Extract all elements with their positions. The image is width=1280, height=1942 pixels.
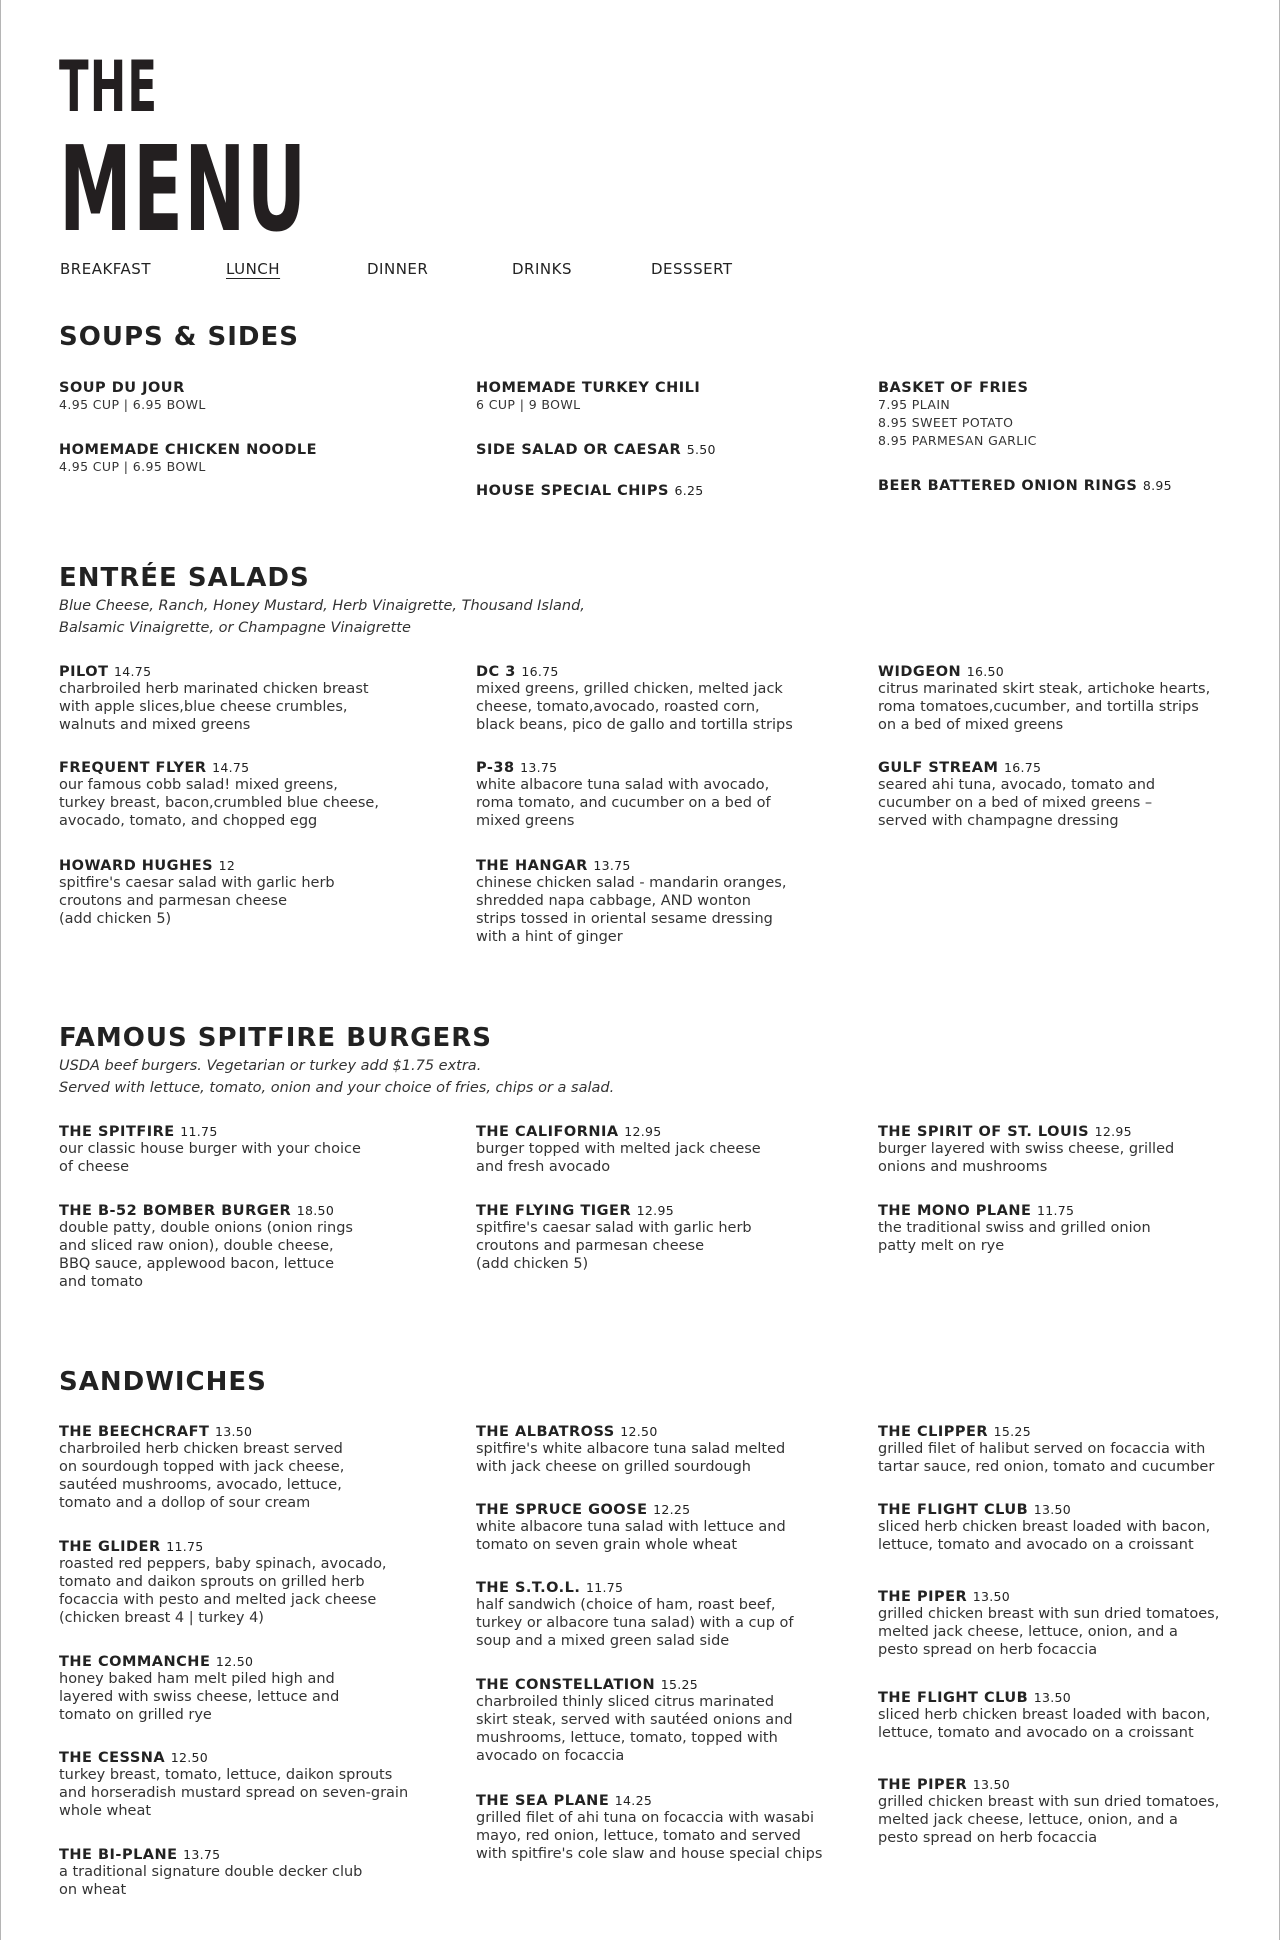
item-description: a traditional signature double decker club on wheat	[59, 1864, 363, 1898]
item-price: 14.75	[212, 760, 250, 775]
section-title-sandwiches: SANDWICHES	[59, 1367, 267, 1397]
logo-line-the: THE	[59, 46, 159, 128]
item-name: THE COMMANCHE	[59, 1654, 211, 1670]
menu-item	[476, 1203, 836, 1273]
item-name: P-38	[476, 760, 515, 776]
item-price: 16.50	[966, 664, 1005, 679]
item-description: grilled filet of ahi tuna on focaccia with wasabi mayo, red onion, lettuce, tomato and served with spitfire's cole slaw and house special chips	[476, 1810, 823, 1862]
item-description: honey baked ham melt piled high and layered with swiss cheese, lettuce and tomato on grilled rye	[59, 1671, 340, 1723]
item-price: 12.95	[636, 1203, 674, 1218]
menu-item	[476, 760, 836, 830]
item-name: THE SEA PLANE	[476, 1793, 610, 1809]
menu-item	[476, 858, 836, 946]
menu-item	[878, 380, 1238, 450]
menu-item	[476, 483, 836, 499]
item-prices: 4.95 CUP | 6.95 BOWL	[59, 459, 206, 474]
item-name: HOMEMADE TURKEY CHILI	[476, 380, 701, 396]
item-price: 12.50	[620, 1424, 658, 1439]
item-name: THE B-52 BOMBER BURGER	[59, 1203, 292, 1219]
logo-line-menu: MENU	[59, 120, 308, 258]
menu-item	[476, 1124, 836, 1176]
item-price: 13.50	[215, 1424, 253, 1439]
item-price: 12.95	[1094, 1124, 1132, 1139]
subtitle-line: Balsamic Vinaigrette, or Champagne Vinaigrette	[59, 620, 411, 636]
item-name: HOWARD HUGHES	[59, 858, 214, 874]
menu-item	[878, 1777, 1238, 1847]
menu-item	[878, 1502, 1238, 1554]
section-title-salads: ENTRÉE SALADS	[59, 563, 310, 593]
item-name: THE FLYING TIGER	[476, 1203, 632, 1219]
item-price: 6.25	[674, 483, 704, 498]
item-description: roasted red peppers, baby spinach, avocado, tomato and daikon sprouts on grilled herb focaccia with pesto and melted jack cheese (chicken breast 4 | turkey 4)	[59, 1556, 387, 1626]
item-description: charbroiled herb marinated chicken breast with apple slices,blue cheese crumbles, walnuts and mixed greens	[59, 681, 369, 733]
item-description: chinese chicken salad - mandarin oranges, shredded napa cabbage, AND wonton strips tossed in oriental sesame dressing with a hint of ginger	[476, 875, 787, 945]
menu-item	[476, 442, 836, 458]
item-price: 12	[218, 858, 236, 873]
item-name: THE PIPER	[878, 1589, 968, 1605]
item-description: turkey breast, tomato, lettuce, daikon sprouts and horseradish mustard spread on seven-grain whole wheat	[59, 1767, 409, 1819]
item-description: spitfire's white albacore tuna salad melted with jack cheese on grilled sourdough	[476, 1441, 786, 1475]
item-price: 11.75	[180, 1124, 218, 1139]
item-name: FREQUENT FLYER	[59, 760, 207, 776]
item-name: HOMEMADE CHICKEN NOODLE	[59, 442, 318, 458]
item-description: citrus marinated skirt steak, artichoke hearts, roma tomatoes,cucumber, and tortilla strips on a bed of mixed greens	[878, 681, 1211, 733]
menu-item	[59, 664, 419, 734]
item-description: grilled filet of halibut served on focaccia with tartar sauce, red onion, tomato and cucumber	[878, 1441, 1215, 1475]
menu-item	[878, 1203, 1238, 1255]
item-name: THE S.T.O.L.	[476, 1580, 581, 1596]
item-price: 14.75	[114, 664, 152, 679]
menu-item	[878, 1124, 1238, 1176]
menu-logo	[59, 46, 460, 258]
item-description: sliced herb chicken breast loaded with bacon, lettuce, tomato and avocado on a croissant	[878, 1707, 1211, 1741]
item-description: white albacore tuna salad with lettuce and tomato on seven grain whole wheat	[476, 1519, 786, 1553]
item-price: 13.75	[520, 760, 558, 775]
item-name: THE CONSTELLATION	[476, 1677, 656, 1693]
menu-item	[59, 858, 419, 928]
item-price: 14.25	[614, 1793, 653, 1808]
item-name: DC 3	[476, 664, 516, 680]
menu-item	[878, 1589, 1238, 1659]
item-name: THE CALIFORNIA	[476, 1124, 619, 1140]
item-prices: 6 CUP | 9 BOWL	[476, 397, 581, 412]
item-name: THE SPRUCE GOOSE	[476, 1502, 648, 1518]
item-price: 13.50	[972, 1777, 1011, 1792]
menu-item	[59, 380, 419, 414]
item-name: BASKET OF FRIES	[878, 380, 1029, 396]
item-name: PILOT	[59, 664, 109, 680]
menu-item	[476, 1502, 836, 1554]
menu-item	[59, 1124, 419, 1176]
item-description: charbroiled thinly sliced citrus marinated skirt steak, served with sautéed onions and mushrooms, lettuce, tomato, topped with avocado on focaccia	[476, 1694, 793, 1764]
menu-item	[476, 1677, 836, 1765]
menu-item	[476, 1793, 836, 1863]
item-description: our classic house burger with your choice of cheese	[59, 1141, 361, 1175]
section-title-burgers: FAMOUS SPITFIRE BURGERS	[59, 1023, 493, 1053]
item-name: THE PIPER	[878, 1777, 968, 1793]
item-description: charbroiled herb chicken breast served on sourdough topped with jack cheese, sautéed mushrooms, avocado, lettuce, tomato and a dollop of sour cream	[59, 1441, 345, 1511]
menu-item	[476, 1424, 836, 1476]
item-name: THE GLIDER	[59, 1539, 161, 1555]
item-name: THE MONO PLANE	[878, 1203, 1032, 1219]
menu-item	[878, 760, 1238, 830]
item-name: THE SPIRIT OF ST. LOUIS	[878, 1124, 1090, 1140]
item-description: white albacore tuna salad with avocado, roma tomato, and cucumber on a bed of mixed greens	[476, 777, 771, 829]
menu-item	[476, 1580, 836, 1650]
item-description: grilled chicken breast with sun dried tomatoes, melted jack cheese, lettuce, onion, and a pesto spread on herb focaccia	[878, 1606, 1220, 1658]
burgers-note	[59, 1055, 614, 1099]
item-description: sliced herb chicken breast loaded with bacon, lettuce, tomato and avocado on a croissant	[878, 1519, 1211, 1553]
item-name: THE HANGAR	[476, 858, 588, 874]
menu-item	[878, 1690, 1238, 1742]
item-name: WIDGEON	[878, 664, 962, 680]
menu-item	[59, 1424, 419, 1512]
item-description: double patty, double onions (onion rings and sliced raw onion), double cheese, BBQ sauce, applewood bacon, lettuce and tomato	[59, 1220, 353, 1290]
item-description: burger layered with swiss cheese, grilled onions and mushrooms	[878, 1141, 1175, 1175]
nav-lunch[interactable]: LUNCH	[226, 260, 281, 278]
menu-item	[59, 442, 419, 476]
menu-item	[59, 1847, 419, 1899]
item-description: the traditional swiss and grilled onion patty melt on rye	[878, 1220, 1151, 1254]
nav-dessert[interactable]: DESSSERT	[651, 260, 733, 278]
item-description: seared ahi tuna, avocado, tomato and cucumber on a bed of mixed greens – served with champagne dressing	[878, 777, 1156, 829]
item-price: 8.95	[1142, 478, 1172, 493]
item-description: spitfire's caesar salad with garlic herb croutons and parmesan cheese (add chicken 5)	[59, 875, 335, 927]
item-price: 16.75	[1004, 760, 1042, 775]
menu-item	[878, 478, 1238, 494]
menu-item	[476, 380, 836, 414]
item-price: 11.75	[166, 1539, 204, 1554]
item-name: GULF STREAM	[878, 760, 999, 776]
item-price: 5.50	[686, 442, 716, 457]
item-name: HOUSE SPECIAL CHIPS	[476, 483, 669, 499]
item-description: burger topped with melted jack cheese and fresh avocado	[476, 1141, 761, 1175]
item-price: 11.75	[585, 1580, 624, 1595]
menu-item	[476, 664, 836, 734]
item-price: 13.50	[1033, 1502, 1072, 1517]
item-name: SIDE SALAD OR CAESAR	[476, 442, 682, 458]
item-description: spitfire's caesar salad with garlic herb croutons and parmesan cheese (add chicken 5)	[476, 1220, 752, 1272]
menu-item	[878, 664, 1238, 734]
item-name: THE SPITFIRE	[59, 1124, 175, 1140]
item-name: SOUP DU JOUR	[59, 380, 185, 396]
item-name: THE CESSNA	[59, 1750, 166, 1766]
item-price: 12.50	[215, 1654, 254, 1669]
item-price: 15.25	[993, 1424, 1031, 1439]
item-price: 12.25	[653, 1502, 691, 1517]
item-description: grilled chicken breast with sun dried tomatoes, melted jack cheese, lettuce, onion, and a pesto spread on herb focaccia	[878, 1794, 1220, 1846]
item-prices: 4.95 CUP | 6.95 BOWL	[59, 397, 206, 412]
subtitle-line: USDA beef burgers. Vegetarian or turkey add $1.75 extra.	[59, 1058, 482, 1074]
item-price: 13.75	[593, 858, 631, 873]
item-description: mixed greens, grilled chicken, melted jack cheese, tomato,avocado, roasted corn, black beans, pico de gallo and tortilla strips	[476, 681, 793, 733]
subtitle-line: Blue Cheese, Ranch, Honey Mustard, Herb Vinaigrette, Thousand Island,	[59, 598, 585, 614]
item-name: THE FLIGHT CLUB	[878, 1502, 1029, 1518]
item-name: THE CLIPPER	[878, 1424, 989, 1440]
menu-item	[878, 1424, 1238, 1476]
item-price: 11.75	[1036, 1203, 1075, 1218]
item-price: 13.75	[183, 1847, 221, 1862]
item-price: 13.50	[972, 1589, 1011, 1604]
menu-item	[59, 760, 419, 830]
item-price: 13.50	[1033, 1690, 1072, 1705]
item-price: 12.50	[170, 1750, 208, 1765]
item-name: THE BEECHCRAFT	[59, 1424, 210, 1440]
dressing-list	[59, 595, 585, 639]
nav-breakfast[interactable]: BREAKFAST	[60, 260, 151, 278]
item-name: THE FLIGHT CLUB	[878, 1690, 1029, 1706]
nav-drinks[interactable]: DRINKS	[512, 260, 572, 278]
subtitle-line: Served with lettuce, tomato, onion and your choice of fries, chips or a salad.	[59, 1080, 615, 1096]
menu-item	[59, 1654, 419, 1724]
item-description: half sandwich (choice of ham, roast beef, turkey or albacore tuna salad) with a cup of soup and a mixed green salad side	[476, 1597, 794, 1649]
item-price: 15.25	[660, 1677, 699, 1692]
nav-dinner[interactable]: DINNER	[367, 260, 429, 278]
menu-item	[59, 1203, 419, 1291]
item-price: 18.50	[296, 1203, 335, 1218]
item-price: 16.75	[521, 664, 559, 679]
item-description: our famous cobb salad! mixed greens, turkey breast, bacon,crumbled blue cheese, avocado, tomato, and chopped egg	[59, 777, 379, 829]
item-prices: 7.95 PLAIN 8.95 SWEET POTATO 8.95 PARMESAN GARLIC	[878, 397, 1037, 448]
section-title-soups: SOUPS & SIDES	[59, 322, 299, 352]
menu-item	[59, 1750, 419, 1820]
item-price: 12.95	[624, 1124, 662, 1139]
item-name: THE ALBATROSS	[476, 1424, 615, 1440]
item-name: THE BI-PLANE	[59, 1847, 178, 1863]
item-name: BEER BATTERED ONION RINGS	[878, 478, 1138, 494]
menu-item	[59, 1539, 419, 1627]
